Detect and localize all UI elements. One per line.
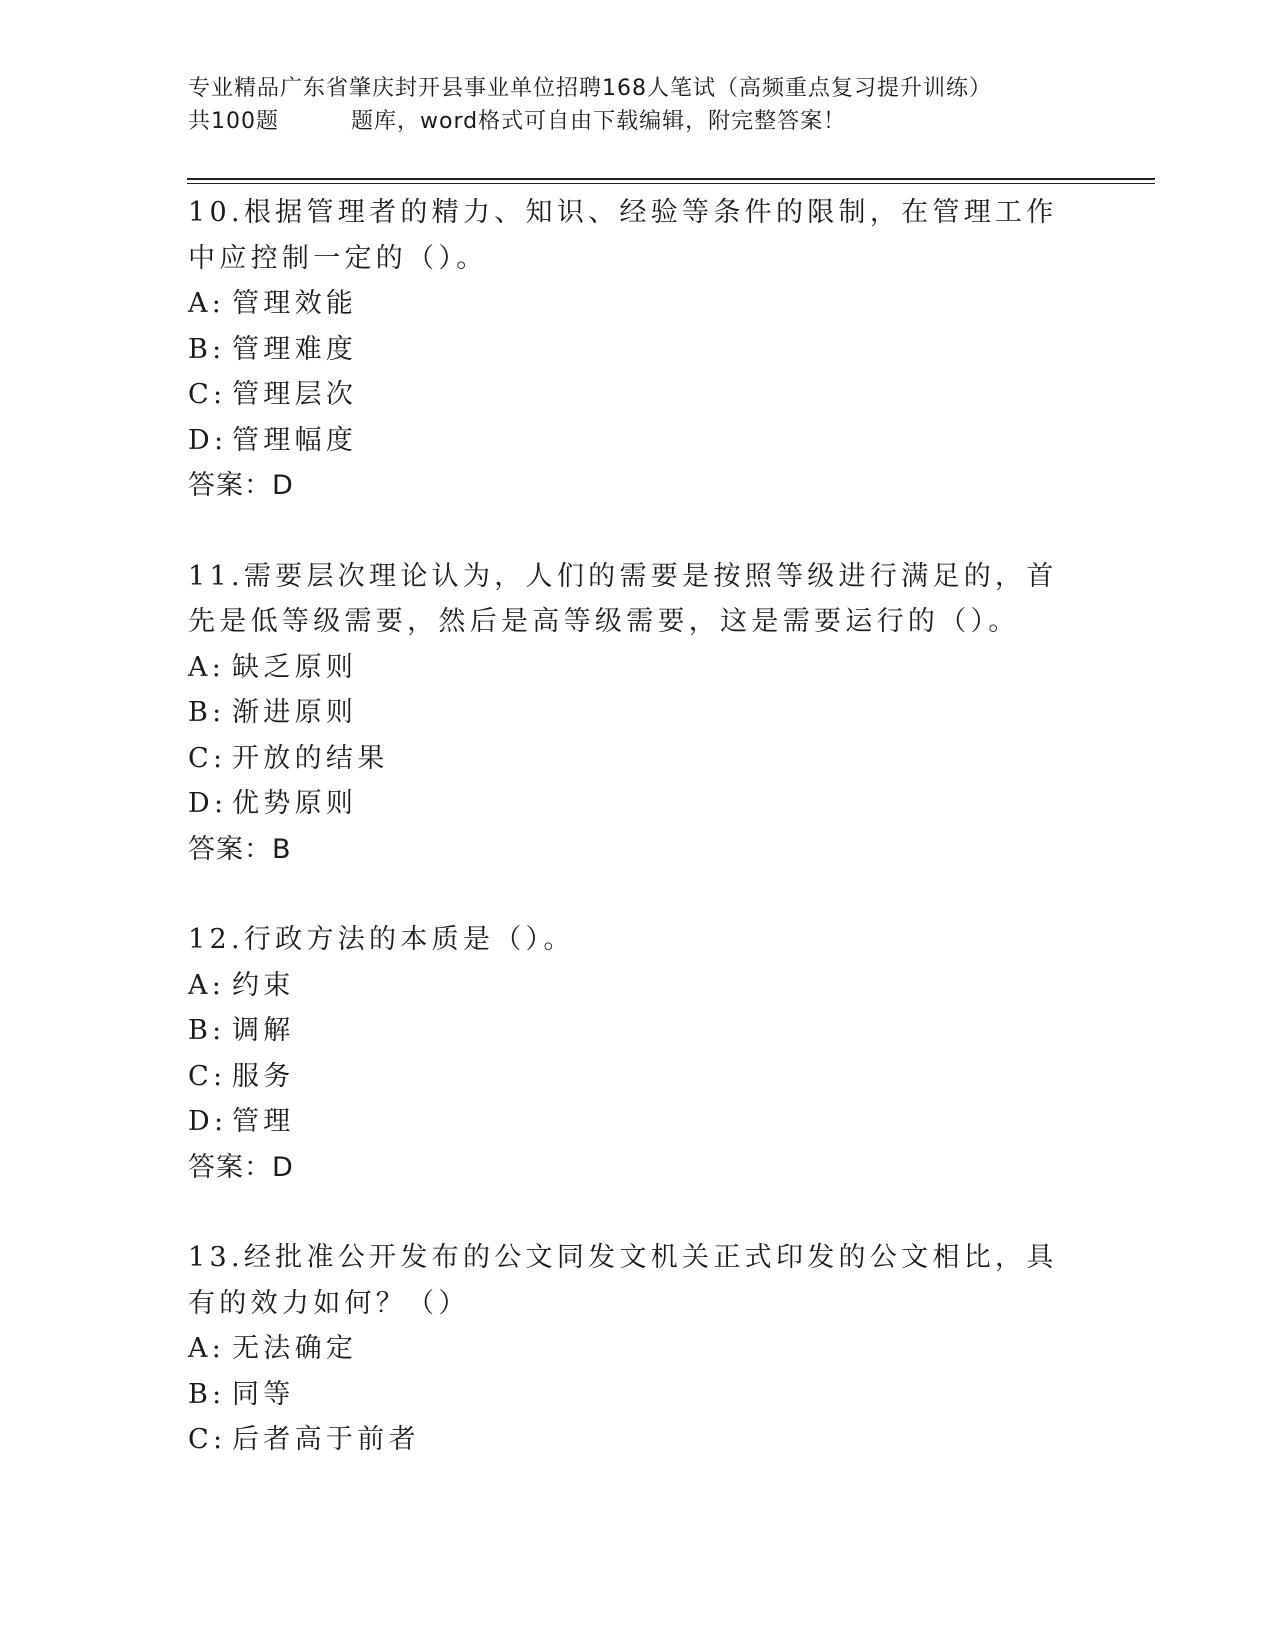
page-header: [188, 72, 1148, 138]
question-stem: 10.根据管理者的精力、知识、经验等条件的限制，在管理工作中应控制一定的（）。: [188, 197, 1058, 274]
header-divider: [187, 178, 1155, 184]
option-b: [188, 327, 1088, 373]
option-a: [188, 963, 1088, 1009]
option-text: 服务: [232, 1060, 295, 1092]
answer-line: 答案：D: [188, 1151, 294, 1183]
option-b: [188, 690, 1088, 736]
option-c: [188, 1417, 1088, 1463]
option-text: 缺乏原则: [232, 651, 358, 683]
option-d: [188, 418, 1088, 464]
option-text: 管理层次: [232, 379, 358, 410]
option-letter: A:: [188, 651, 226, 683]
option-letter: D:: [188, 788, 228, 819]
option-letter: D:: [188, 424, 228, 456]
option-letter: D:: [188, 1106, 228, 1137]
option-text: 管理难度: [232, 333, 358, 365]
question-11: [188, 554, 1088, 873]
option-text: 同等: [232, 1378, 295, 1410]
question-stem: 12.行政方法的本质是（）。: [188, 924, 575, 955]
option-b: [188, 1372, 1088, 1418]
option-a: [188, 1326, 1088, 1372]
option-d: [188, 1099, 1088, 1145]
option-a: [188, 645, 1088, 691]
option-text: 无法确定: [232, 1333, 358, 1364]
option-letter: B:: [188, 1015, 226, 1046]
option-text: 管理效能: [232, 288, 358, 319]
option-letter: C:: [188, 1424, 227, 1455]
option-text: 优势原则: [232, 788, 358, 819]
question-stem: 13.经批准公开发布的公文同发文机关正式印发的公文相比，具有的效力如何？（）: [188, 1242, 1058, 1319]
option-text: 管理: [232, 1106, 295, 1137]
question-13: [188, 1235, 1088, 1463]
option-letter: B:: [188, 333, 226, 365]
answer-line: 答案：D: [188, 470, 294, 501]
option-letter: B:: [188, 1378, 226, 1410]
option-c: [188, 372, 1088, 418]
option-letter: C:: [188, 742, 227, 774]
question-12: [188, 917, 1088, 1190]
option-letter: A:: [188, 288, 226, 319]
option-letter: B:: [188, 697, 226, 728]
option-letter: C:: [188, 1060, 227, 1092]
question-stem: 11.需要层次理论认为，人们的需要是按照等级进行满足的，首先是低等级需要，然后是高等级需要，这是需要运行的（）。: [188, 560, 1058, 637]
question-list: [188, 190, 1088, 1463]
option-letter: A:: [188, 1333, 226, 1364]
option-c: [188, 736, 1088, 782]
document-description: 题库，word格式可自由下载编辑，附完整答案！: [351, 109, 847, 134]
option-d: [188, 781, 1088, 827]
option-text: 约束: [232, 969, 295, 1001]
option-letter: C:: [188, 379, 227, 410]
option-text: 开放的结果: [232, 742, 389, 774]
option-b: [188, 1008, 1088, 1054]
answer-line: 答案：B: [188, 833, 292, 865]
option-text: 后者高于前者: [232, 1424, 420, 1455]
option-text: 渐进原则: [232, 697, 358, 728]
question-10: [188, 190, 1088, 509]
option-c: [188, 1054, 1088, 1100]
document-subtitle: [188, 105, 1148, 138]
option-letter: A:: [188, 969, 226, 1001]
option-text: 管理幅度: [232, 424, 358, 456]
option-text: 调解: [232, 1015, 295, 1046]
option-a: [188, 281, 1088, 327]
question-count: 共100题: [188, 109, 279, 134]
document-title: 专业精品广东省肇庆封开县事业单位招聘168人笔试（高频重点复习提升训练）: [188, 76, 992, 101]
